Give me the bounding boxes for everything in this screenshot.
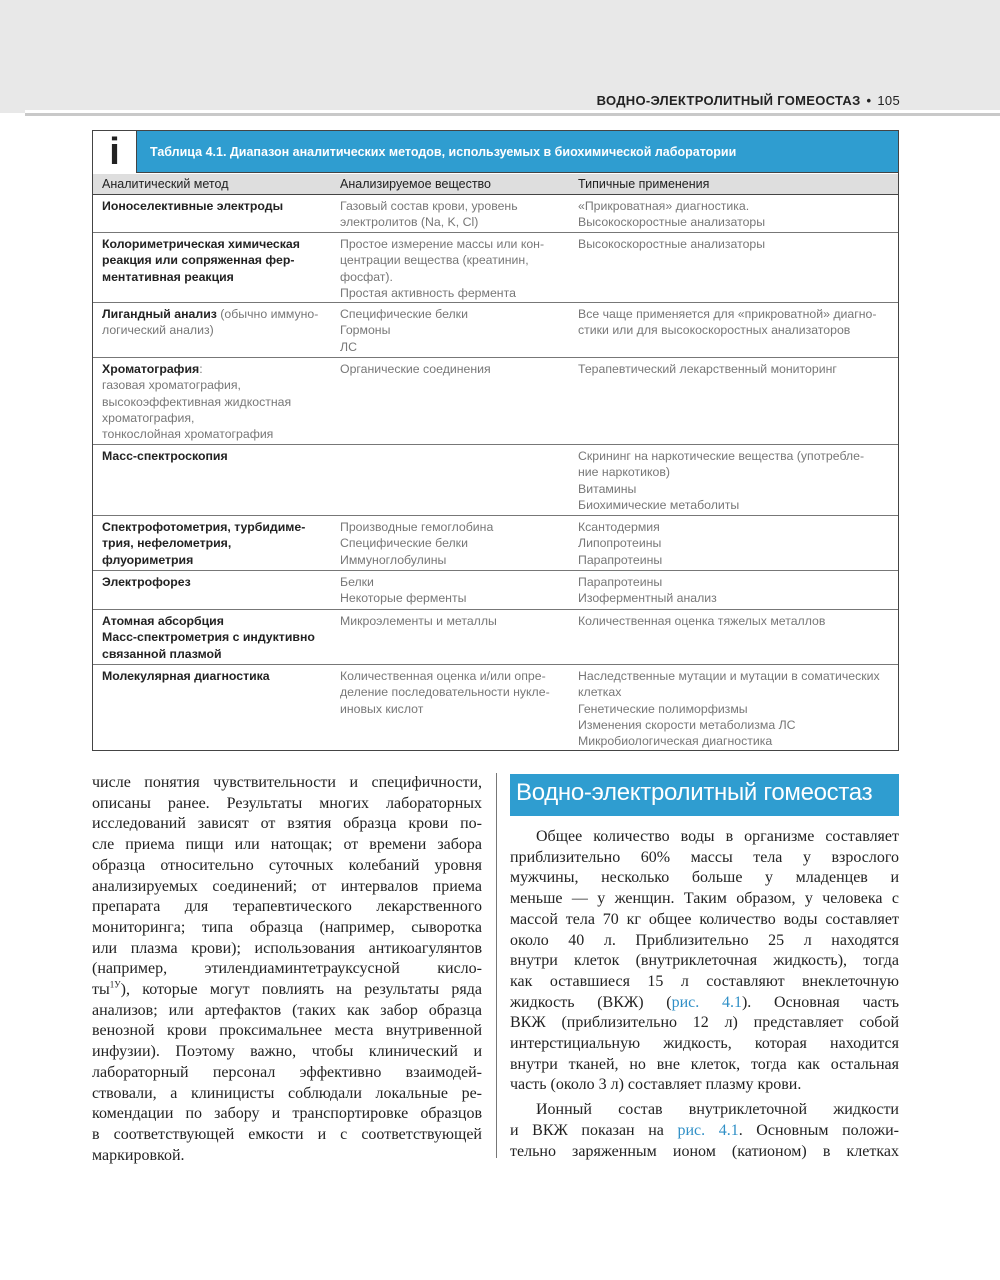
text-line: исследований зависят от взятия образца крови по- xyxy=(92,815,482,833)
substance-line: Органические соединения xyxy=(340,362,491,376)
text-line: мужчины, несколько больше у младенцев и xyxy=(510,869,899,887)
figure-link[interactable]: рис. 4.1 xyxy=(671,993,742,1011)
substance-line: Специфические белки xyxy=(340,536,468,551)
table-row xyxy=(93,233,898,303)
method-note: (обычно иммуно- xyxy=(216,307,319,321)
text-line: Ионный состав внутриклеточной жидкости xyxy=(536,1101,899,1119)
text-line: сле приема пищи или натощак; от времени забора xyxy=(92,836,482,854)
text-fragment: ). Основная часть xyxy=(741,993,900,1011)
method-line: Электрофорез xyxy=(102,575,191,589)
text-fragment: жидкость (ВКЖ) ( xyxy=(510,993,672,1011)
substance-line: Простая активность фермента xyxy=(340,285,516,300)
substance-cell xyxy=(340,519,568,568)
application-line: Изменения скорости метаболизма ЛС xyxy=(578,717,796,732)
header-rule xyxy=(25,113,1000,116)
application-line: ние наркотиков) xyxy=(578,465,670,480)
substance-line: электролитов (Na, K, Cl) xyxy=(340,215,479,230)
table-row xyxy=(93,195,898,233)
method-cell xyxy=(102,448,332,464)
application-line: Изоферментный анализ xyxy=(578,591,717,606)
method-line: трия, нефелометрия, xyxy=(102,536,232,551)
running-head xyxy=(597,93,900,108)
right-column-text xyxy=(510,827,899,1162)
application-line: Высокоскоростные анализаторы xyxy=(578,237,766,251)
text-line: тельно заряженным ионом (катионом) в клетках xyxy=(510,1142,899,1160)
substance-cell xyxy=(340,668,568,717)
method-note: газовая хроматография, xyxy=(102,378,241,393)
application-line: Биохимические метаболиты xyxy=(578,497,740,512)
column-divider xyxy=(496,773,497,1158)
method-note: тонкослойная хроматография xyxy=(102,427,274,442)
text-line: или плазма крови); использования антикоагулянтов xyxy=(92,939,482,957)
text-line xyxy=(510,1121,899,1142)
running-head-bullet: • xyxy=(866,93,872,108)
applications-cell xyxy=(578,519,894,568)
application-line: Витамины xyxy=(578,481,637,496)
figure-link[interactable]: рис. 4.1 xyxy=(677,1121,739,1139)
application-line: Ксантодермия xyxy=(578,520,660,534)
info-icon-glyph: i xyxy=(109,131,120,173)
table-row xyxy=(93,610,898,665)
page-number: 105 xyxy=(877,93,900,108)
application-line: Высокоскоростные анализаторы xyxy=(578,215,766,230)
application-line: Все чаще применяется для «прикроватной» диагно- xyxy=(578,307,877,321)
substance-line: Некоторые ферменты xyxy=(340,591,467,606)
method-line: Хроматография xyxy=(102,362,200,376)
text-line: массой тела 70 кг общее количество воды составляет xyxy=(510,910,899,928)
info-icon xyxy=(93,131,137,173)
method-note: логический анализ) xyxy=(102,323,214,338)
method-line: Масс-спектроскопия xyxy=(102,449,228,463)
application-line: Количественная оценка тяжелых металлов xyxy=(578,614,826,628)
text-line: Общее количество воды в организме составляет xyxy=(536,828,899,845)
text-line: комендации по забору и транспортировке образцов xyxy=(92,1105,482,1123)
substance-line: фосфат). xyxy=(340,269,393,284)
application-line: Липопротеины xyxy=(578,536,662,551)
text-line: анализируемых соединений; от интервалов приема xyxy=(92,877,482,895)
application-line: «Прикроватная» диагностика. xyxy=(578,199,750,213)
text-line xyxy=(92,980,482,1001)
left-column-text xyxy=(92,773,482,1166)
applications-cell xyxy=(578,361,894,377)
table-row xyxy=(93,358,898,445)
method-line: флуориметрия xyxy=(102,552,194,567)
method-note: хроматография, xyxy=(102,410,195,425)
application-line: Микробиологическая диагностика xyxy=(578,734,773,749)
method-line: Лигандный анализ xyxy=(102,307,217,321)
substance-line: Специфические белки xyxy=(340,307,468,321)
table-row xyxy=(93,516,898,571)
method-cell xyxy=(102,361,332,442)
table-row xyxy=(93,445,898,516)
text-line: внутри тканей, но вне клеток, тогда как остальная xyxy=(510,1055,899,1073)
method-line: связанной плазмой xyxy=(102,646,222,661)
column-header-substance: Анализируемое вещество xyxy=(340,177,492,191)
text-line: около 40 л. Приблизительно 25 л находятся xyxy=(510,931,899,949)
substance-cell xyxy=(340,198,568,231)
application-line: Парапротеины xyxy=(578,552,663,567)
footnote-mark: 1У xyxy=(109,979,121,990)
applications-cell xyxy=(578,306,894,339)
substance-line: иновых кислот xyxy=(340,701,424,716)
table-header-row xyxy=(93,174,898,195)
applications-cell xyxy=(578,236,894,252)
method-cell xyxy=(102,613,332,662)
substance-line: Простое измерение массы или кон- xyxy=(340,237,545,251)
text-line: ствовали, а клиницисты соблюдали локальные ре- xyxy=(92,1084,482,1102)
method-cell xyxy=(102,306,332,339)
substance-cell xyxy=(340,236,568,301)
substance-cell xyxy=(340,613,568,629)
method-cell xyxy=(102,198,332,214)
method-line: Атомная абсорбция xyxy=(102,614,224,628)
text-line: приблизительно 60% массы тела у взрослого xyxy=(510,848,899,866)
application-line: Генетические полиморфизмы xyxy=(578,701,748,716)
application-line: Наследственные мутации и мутации в соматических xyxy=(578,669,880,683)
application-line: стики или для высокоскоростных анализаторов xyxy=(578,323,851,338)
text-line: описаны ранее. Результаты многих лабораторных xyxy=(92,794,482,812)
substance-cell xyxy=(340,361,568,377)
running-title: ВОДНО-ЭЛЕКТРОЛИТНЫЙ ГОМЕОСТАЗ xyxy=(596,93,861,108)
applications-cell xyxy=(578,198,894,231)
column-header-method: Аналитический метод xyxy=(102,177,229,191)
substance-cell xyxy=(340,306,568,355)
method-note: : xyxy=(199,362,203,376)
table-4-1 xyxy=(92,130,899,751)
text-line: (например, этилендиаминтетрауксусной кисло- xyxy=(92,960,482,978)
substance-cell xyxy=(340,574,568,607)
text-line: ВКЖ (приблизительно 12 л) представляет собой xyxy=(510,1014,899,1032)
application-line: клетках xyxy=(578,685,622,700)
method-line: Масс-спектрометрия с индуктивно xyxy=(102,630,315,645)
method-cell xyxy=(102,668,332,684)
text-fragment: ), которые могут повлиять на результаты ряда xyxy=(120,981,482,999)
table-row xyxy=(93,303,898,358)
table-row xyxy=(93,665,898,751)
applications-cell xyxy=(578,574,894,607)
text-fragment: . Основным положи- xyxy=(738,1121,899,1139)
applications-cell xyxy=(578,448,894,513)
text-fragment: ты xyxy=(92,981,110,999)
text-line: числе понятия чувствительности и специфичности, xyxy=(92,774,482,791)
method-line: Спектрофотометрия, турбидиме- xyxy=(102,520,306,534)
substance-line: Количественная оценка и/или опре- xyxy=(340,669,546,683)
text-line: интерстициальную жидкость, которая находится xyxy=(510,1035,899,1053)
text-line: препарата для терапевтического лекарственного xyxy=(92,898,482,916)
text-line: инфузии). Поэтому важно, чтобы клинический и xyxy=(92,1043,482,1061)
text-line: анализов; или артефактов (таких как забор образца xyxy=(92,1001,482,1019)
text-line: мониторинга; типа образца (например, сыворотка xyxy=(92,918,482,936)
substance-line: Микроэлементы и металлы xyxy=(340,614,497,628)
substance-line: Газовый состав крови, уровень xyxy=(340,199,518,213)
text-line: часть (около 3 л) составляет плазму крови. xyxy=(510,1076,802,1094)
text-line: венозной крови проксимальнее места внутривенной xyxy=(92,1022,482,1040)
method-line: ментативная реакция xyxy=(102,269,234,284)
application-line: Парапротеины xyxy=(578,575,663,589)
section-heading xyxy=(510,774,899,816)
table-row xyxy=(93,571,898,610)
substance-line: Иммуноглобулины xyxy=(340,552,447,567)
method-line: Колориметрическая химическая xyxy=(102,237,300,251)
substance-line: Гормоны xyxy=(340,323,391,338)
text-fragment: и ВКЖ показан на xyxy=(510,1121,678,1139)
applications-cell xyxy=(578,613,894,629)
text-line: маркировкой. xyxy=(92,1146,185,1164)
text-line: образца относительно суточных колебаний уровня xyxy=(92,856,482,874)
application-line: Скрининг на наркотические вещества (употребле- xyxy=(578,449,865,463)
section-heading-text: Водно-электролитный гомеостаз xyxy=(516,779,873,806)
method-note: высокоэффективная жидкостная xyxy=(102,394,292,409)
text-line: в соответствующей емкости и с соответствующей xyxy=(92,1125,482,1143)
text-line: меньше — у женщин. Таким образом, у человека с xyxy=(510,890,899,908)
substance-line: Производные гемоглобина xyxy=(340,520,494,534)
substance-line: центрации вещества (креатинин, xyxy=(340,253,529,268)
method-cell xyxy=(102,236,332,285)
table-title: Таблица 4.1. Диапазон аналитических методов, используемых в биохимической лаборатории xyxy=(150,145,737,159)
applications-cell xyxy=(578,668,894,749)
table-title-bar xyxy=(93,131,898,173)
method-line: Молекулярная диагностика xyxy=(102,669,270,683)
text-line: лабораторный персонал эффективно взаимодей- xyxy=(92,1063,482,1081)
method-line: Ионоселективные электроды xyxy=(102,199,284,213)
application-line: Терапевтический лекарственный мониторинг xyxy=(578,362,837,376)
method-cell xyxy=(102,519,332,568)
text-line: как оставшиеся 15 л составляют внеклеточную xyxy=(510,972,899,990)
column-header-applications: Типичные применения xyxy=(578,177,710,191)
text-line xyxy=(510,993,899,1014)
substance-line: деление последовательности нукле- xyxy=(340,685,550,700)
method-line: реакция или сопряженная фер- xyxy=(102,253,295,268)
substance-line: ЛС xyxy=(340,339,357,354)
text-line: внутри клеток (внутриклеточная жидкость), тогда xyxy=(510,952,899,970)
method-cell xyxy=(102,574,332,590)
substance-line: Белки xyxy=(340,575,374,589)
